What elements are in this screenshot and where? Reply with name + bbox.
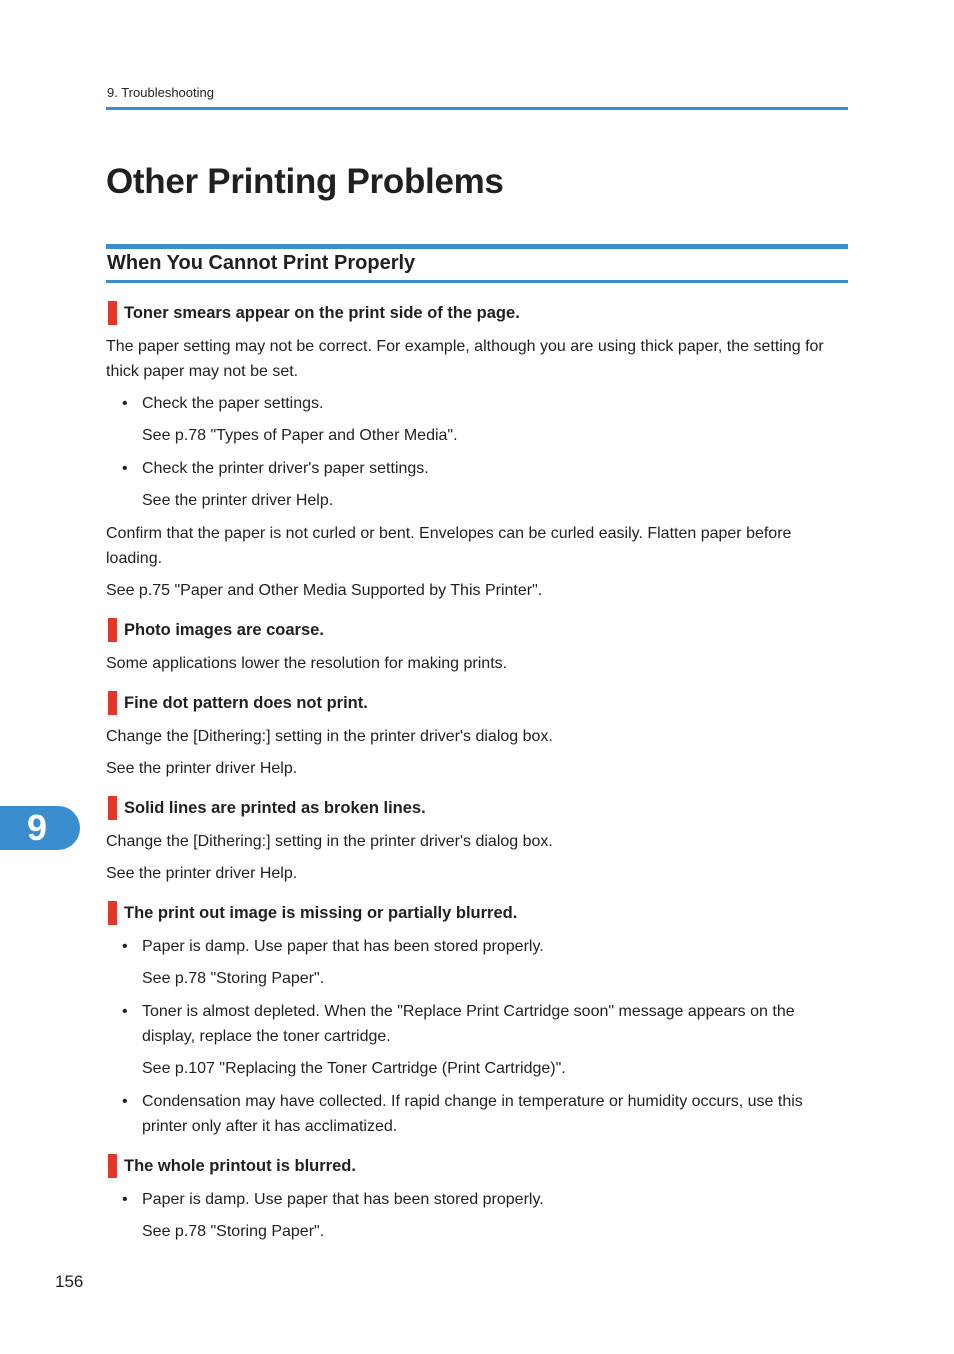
list-item <box>106 456 848 481</box>
bullet-list <box>106 391 848 416</box>
problem-heading <box>106 1153 848 1179</box>
paragraph: Change the [Dithering:] setting in the printer driver's dialog box. <box>106 728 553 745</box>
problem-heading <box>106 617 848 643</box>
problem-marker <box>108 301 117 325</box>
paragraph: Confirm that the paper is not curled or bent. Envelopes can be curled easily. Flatten paper before loading. <box>106 525 792 567</box>
problem-marker <box>108 796 117 820</box>
bullet-text: Paper is damp. Use paper that has been stored properly. <box>142 938 544 955</box>
problem-heading-text: The whole printout is blurred. <box>124 1157 356 1175</box>
list-item <box>106 999 848 1049</box>
cross-reference: See the printer driver Help. <box>106 760 298 777</box>
problem-heading-text: Solid lines are printed as broken lines. <box>124 799 426 817</box>
problem-heading-text: Fine dot pattern does not print. <box>124 694 368 712</box>
problem-heading <box>106 795 848 821</box>
problem-marker <box>108 691 117 715</box>
chapter-tab <box>0 806 80 850</box>
paragraph: The paper setting may not be correct. For example, although you are using thick paper, the setting for thick paper may not be set. <box>106 338 824 380</box>
main-content <box>106 300 848 1252</box>
bullet-icon: • <box>122 1093 128 1110</box>
header-rule <box>106 107 848 110</box>
cross-reference: See p.107 "Replacing the Toner Cartridge (Print Cartridge)". <box>142 1060 566 1077</box>
bullet-text: Condensation may have collected. If rapid change in temperature or humidity occurs, use this printer only after it has acclimatized. <box>142 1093 803 1135</box>
cross-reference: See p.78 "Storing Paper". <box>142 1223 325 1240</box>
problem-heading <box>106 690 848 716</box>
section-heading: When You Cannot Print Properly <box>107 252 416 274</box>
list-item <box>106 391 848 416</box>
page-number: 156 <box>55 1272 84 1291</box>
problem-marker <box>108 901 117 925</box>
bullet-text: Check the printer driver's paper settings. <box>142 460 429 477</box>
chapter-number: 9 <box>26 807 48 848</box>
problem-heading-text: Toner smears appear on the print side of the page. <box>124 304 520 322</box>
paragraph: Change the [Dithering:] setting in the printer driver's dialog box. <box>106 833 553 850</box>
bullet-list <box>106 456 848 481</box>
paragraph: Some applications lower the resolution for making prints. <box>106 655 508 672</box>
problem-heading <box>106 900 848 926</box>
running-head: 9. Troubleshooting <box>107 85 214 100</box>
bullet-icon: • <box>122 395 128 412</box>
problem-heading-text: The print out image is missing or partially blurred. <box>124 904 518 922</box>
list-item <box>106 934 848 959</box>
bullet-list <box>106 934 848 959</box>
page-title: Other Printing Problems <box>106 162 504 201</box>
bullet-icon: • <box>122 1003 128 1020</box>
problem-marker <box>108 1154 117 1178</box>
cross-reference: See the printer driver Help. <box>142 492 334 509</box>
problem-heading <box>106 300 848 326</box>
bullet-text: Toner is almost depleted. When the "Replace Print Cartridge soon" message appears on the display, replace the toner cartridge. <box>142 1003 795 1045</box>
list-item <box>106 1089 848 1139</box>
bullet-text: Paper is damp. Use paper that has been stored properly. <box>142 1191 544 1208</box>
section-heading-box <box>106 244 848 283</box>
cross-reference: See p.78 "Types of Paper and Other Media". <box>142 427 458 444</box>
cross-reference: See the printer driver Help. <box>106 865 298 882</box>
bullet-text: Check the paper settings. <box>142 395 324 412</box>
bullet-icon: • <box>122 1191 128 1208</box>
problem-heading-text: Photo images are coarse. <box>124 621 324 639</box>
cross-reference: See p.75 "Paper and Other Media Supported by This Printer". <box>106 582 543 599</box>
bullet-list <box>106 1089 848 1139</box>
bullet-list <box>106 1187 848 1212</box>
bullet-list <box>106 999 848 1049</box>
bullet-icon: • <box>122 938 128 955</box>
problem-marker <box>108 618 117 642</box>
cross-reference: See p.78 "Storing Paper". <box>142 970 325 987</box>
bullet-icon: • <box>122 460 128 477</box>
list-item <box>106 1187 848 1212</box>
